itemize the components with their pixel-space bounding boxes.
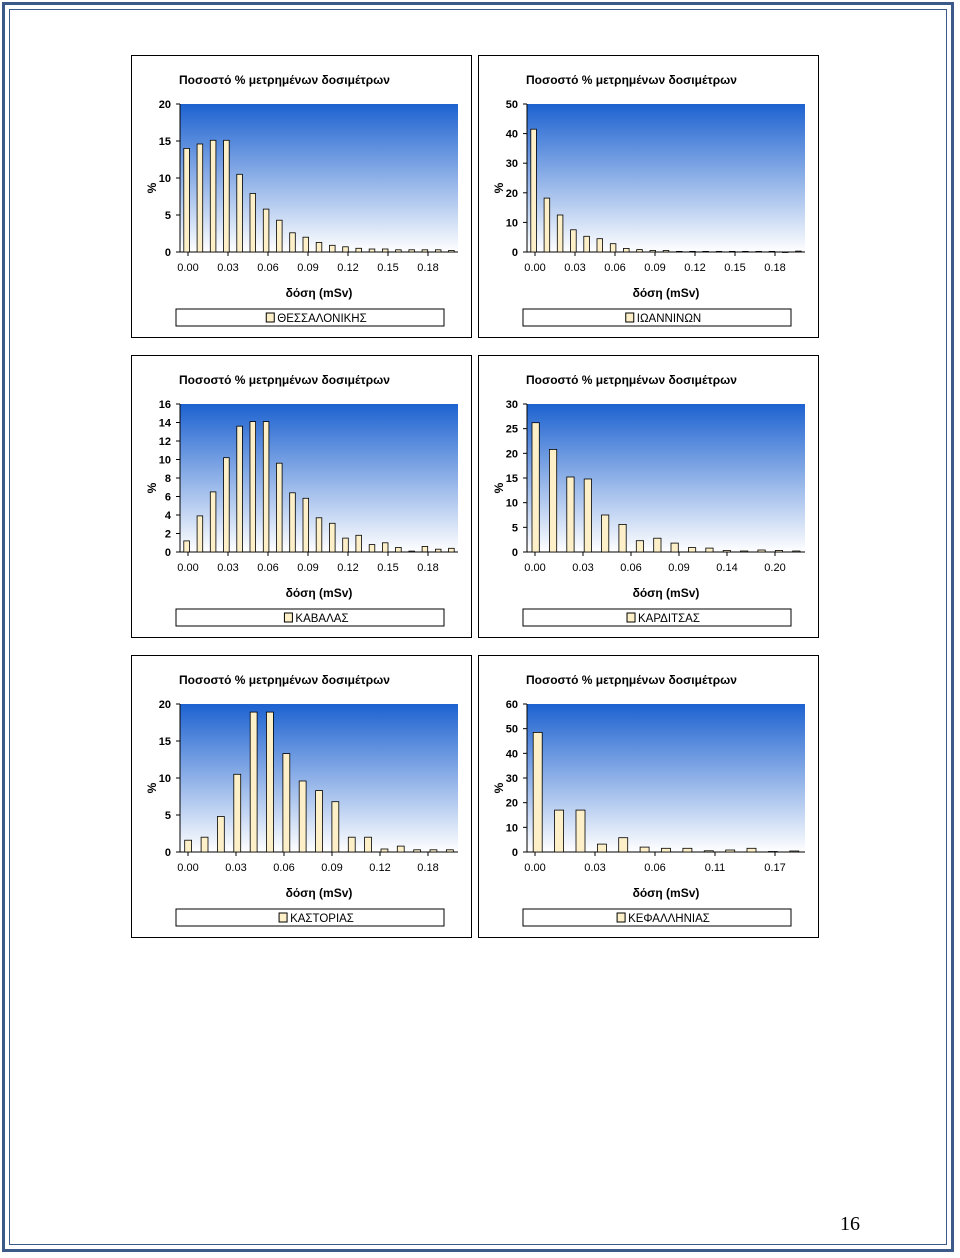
- x-tick-label: 0.03: [564, 262, 586, 274]
- chart-kavala: [131, 355, 472, 638]
- legend-swatch: [626, 313, 634, 322]
- x-axis-label: δόση (mSv): [285, 586, 353, 600]
- x-tick-label: 0.03: [225, 862, 247, 874]
- y-axis-label: %: [145, 482, 159, 494]
- bar: [449, 251, 455, 253]
- bar: [263, 209, 269, 252]
- y-tick-label: 30: [505, 399, 518, 411]
- y-axis-label: %: [145, 182, 159, 194]
- bar: [396, 250, 402, 252]
- chart-kastoria: [131, 655, 472, 938]
- x-tick-label: 0.00: [524, 562, 546, 574]
- y-tick-label: 0: [164, 847, 171, 859]
- plot-area: [180, 104, 458, 252]
- bar: [555, 810, 564, 852]
- bar: [210, 492, 216, 552]
- x-tick-label: 0.18: [417, 562, 439, 574]
- bar: [796, 251, 802, 252]
- y-tick-label: 40: [505, 748, 518, 761]
- y-tick-label: 2: [164, 528, 171, 541]
- legend-swatch: [279, 913, 287, 922]
- bar: [382, 249, 388, 252]
- y-tick-label: 10: [158, 173, 171, 185]
- bar: [409, 250, 415, 252]
- legend-swatch: [284, 613, 292, 622]
- bar: [303, 498, 309, 552]
- bar: [197, 144, 203, 252]
- x-tick-label: 0.00: [177, 862, 199, 874]
- chart-title: Ποσοστό % μετρημένων δοσιμέτρων: [526, 73, 737, 87]
- x-tick-label: 0.15: [724, 262, 746, 274]
- y-tick-label: 10: [505, 217, 518, 230]
- chart-svg: [132, 356, 473, 639]
- bar: [602, 515, 609, 552]
- x-tick-label: 0.03: [572, 562, 594, 574]
- bar: [597, 239, 603, 252]
- x-tick-label: 0.00: [524, 862, 546, 874]
- bar: [533, 732, 542, 852]
- bar: [277, 463, 283, 552]
- y-tick-label: 14: [158, 417, 171, 430]
- bar: [185, 840, 192, 852]
- bar: [531, 129, 537, 252]
- chart-ioannina: [478, 55, 819, 338]
- x-tick-label: 0.06: [257, 562, 279, 574]
- chart-svg: [479, 56, 820, 339]
- bar: [356, 535, 362, 552]
- x-tick-label: 0.18: [764, 262, 786, 274]
- bar: [654, 538, 661, 552]
- bar: [662, 848, 671, 852]
- x-tick-label: 0.11: [704, 862, 726, 874]
- bar: [316, 791, 323, 852]
- legend-swatch: [627, 613, 635, 622]
- y-tick-label: 10: [505, 497, 518, 510]
- bar: [397, 846, 404, 852]
- bar: [584, 236, 590, 252]
- legend-label: ΘΕΣΣΑΛΟΝΙΚΗΣ: [277, 313, 367, 325]
- x-tick-label: 0.18: [417, 262, 439, 274]
- bar: [250, 194, 256, 253]
- bar: [303, 237, 309, 252]
- y-tick-label: 6: [164, 491, 171, 504]
- x-tick-label: 0.15: [377, 262, 399, 274]
- y-tick-label: 15: [505, 473, 518, 485]
- x-tick-label: 0.17: [764, 862, 786, 874]
- bar: [793, 551, 800, 552]
- bar: [343, 247, 349, 252]
- bar: [677, 251, 683, 252]
- x-axis-label: δόση (mSv): [632, 586, 700, 600]
- bar: [723, 551, 730, 553]
- y-tick-label: 15: [158, 736, 171, 748]
- plot-area: [527, 704, 805, 852]
- y-tick-label: 10: [158, 454, 171, 467]
- y-axis-label: %: [145, 782, 159, 794]
- x-tick-label: 0.06: [620, 562, 642, 574]
- bar: [414, 850, 421, 852]
- bar: [637, 250, 643, 252]
- bar: [567, 477, 574, 552]
- x-tick-label: 0.18: [417, 862, 439, 874]
- legend-swatch: [266, 313, 274, 322]
- bar: [316, 242, 322, 252]
- bar: [250, 422, 256, 552]
- y-tick-label: 20: [505, 448, 518, 461]
- x-tick-label: 0.03: [584, 862, 606, 874]
- y-tick-label: 5: [164, 210, 171, 222]
- y-tick-label: 5: [164, 810, 171, 822]
- bar: [671, 543, 678, 552]
- bar: [343, 538, 349, 552]
- bar: [576, 810, 585, 852]
- x-tick-label: 0.15: [377, 562, 399, 574]
- bar: [348, 837, 355, 852]
- bar: [237, 426, 243, 552]
- y-tick-label: 15: [158, 136, 171, 148]
- bar: [365, 837, 372, 852]
- bar: [369, 249, 375, 252]
- bar: [624, 248, 630, 252]
- bar: [690, 251, 696, 252]
- bar: [663, 251, 669, 253]
- chart-svg: [479, 356, 820, 639]
- bar: [184, 541, 190, 552]
- bar: [532, 423, 539, 552]
- bar: [584, 479, 591, 552]
- bar: [775, 551, 782, 553]
- x-tick-label: 0.06: [273, 862, 295, 874]
- bar: [396, 547, 402, 552]
- bar: [290, 233, 296, 252]
- x-tick-label: 0.00: [177, 562, 199, 574]
- y-tick-label: 5: [511, 522, 518, 535]
- x-axis-label: δόση (mSv): [285, 286, 353, 300]
- bar: [435, 549, 441, 552]
- legend-label: ΚΑΒΑΛΑΣ: [295, 613, 349, 625]
- chart-svg: [132, 56, 473, 339]
- chart-title: Ποσοστό % μετρημένων δοσιμέτρων: [179, 373, 390, 387]
- legend-label: ΚΑΣΤΟΡΙΑΣ: [290, 913, 354, 925]
- bar: [197, 516, 203, 552]
- bar: [381, 849, 388, 852]
- bar: [610, 244, 616, 252]
- y-tick-label: 0: [511, 247, 518, 259]
- bar: [683, 848, 692, 852]
- x-tick-label: 0.09: [668, 562, 690, 574]
- bar: [290, 493, 296, 552]
- bar: [224, 458, 230, 552]
- x-tick-label: 0.12: [369, 862, 391, 874]
- bar: [716, 251, 722, 252]
- bar: [369, 545, 375, 552]
- bar: [277, 220, 283, 252]
- plot-area: [527, 104, 805, 252]
- bar: [769, 251, 775, 252]
- bar: [201, 837, 208, 852]
- bar: [704, 851, 713, 852]
- chart-svg: [132, 656, 473, 939]
- y-tick-label: 50: [505, 723, 518, 736]
- bar: [422, 250, 428, 252]
- x-tick-label: 0.06: [257, 262, 279, 274]
- bar: [571, 230, 577, 252]
- bar: [782, 252, 788, 253]
- bar: [743, 251, 749, 252]
- bar: [619, 524, 626, 552]
- y-tick-label: 0: [164, 547, 171, 559]
- bar: [330, 245, 336, 252]
- bar: [756, 251, 762, 252]
- bar: [544, 198, 550, 252]
- y-tick-label: 40: [505, 128, 518, 141]
- chart-title: Ποσοστό % μετρημένων δοσιμέτρων: [526, 373, 737, 387]
- bar: [726, 850, 735, 852]
- x-tick-label: 0.20: [764, 562, 786, 574]
- y-tick-label: 8: [164, 473, 171, 485]
- y-tick-label: 0: [511, 547, 518, 559]
- y-tick-label: 4: [164, 510, 171, 522]
- x-tick-label: 0.09: [644, 262, 666, 274]
- bar: [250, 712, 257, 852]
- y-tick-label: 20: [158, 99, 171, 111]
- bar: [636, 541, 643, 552]
- x-tick-label: 0.03: [217, 262, 239, 274]
- legend-swatch: [617, 913, 625, 922]
- bar: [758, 550, 765, 552]
- chart-svg: [479, 656, 820, 939]
- bar: [449, 548, 455, 552]
- bar: [356, 248, 362, 252]
- bar: [332, 802, 339, 852]
- bar: [790, 851, 799, 852]
- bar: [768, 852, 777, 853]
- chart-thessaloniki: [131, 55, 472, 338]
- y-tick-label: 20: [505, 797, 518, 810]
- bar: [688, 548, 695, 552]
- bar: [217, 817, 224, 853]
- bar: [741, 551, 748, 552]
- y-tick-label: 16: [158, 399, 171, 411]
- x-tick-label: 0.12: [337, 262, 359, 274]
- y-tick-label: 20: [505, 187, 518, 200]
- chart-title: Ποσοστό % μετρημένων δοσιμέτρων: [179, 73, 390, 87]
- bar: [263, 422, 269, 552]
- bar: [316, 518, 322, 552]
- y-tick-label: 50: [505, 99, 518, 111]
- bar: [409, 551, 415, 552]
- y-tick-label: 10: [505, 822, 518, 835]
- x-tick-label: 0.06: [604, 262, 626, 274]
- y-tick-label: 10: [158, 773, 171, 785]
- x-tick-label: 0.03: [217, 562, 239, 574]
- y-axis-label: %: [492, 482, 506, 494]
- y-tick-label: 30: [505, 158, 518, 171]
- y-axis-label: %: [492, 182, 506, 194]
- bar: [640, 847, 649, 852]
- y-tick-label: 12: [158, 436, 171, 448]
- bar: [597, 844, 606, 852]
- bar: [224, 140, 230, 252]
- bar: [382, 543, 388, 552]
- bar: [706, 548, 713, 552]
- bar: [299, 781, 306, 852]
- x-tick-label: 0.14: [716, 562, 738, 574]
- bar: [619, 838, 628, 852]
- y-tick-label: 30: [505, 773, 518, 785]
- x-axis-label: δόση (mSv): [632, 886, 700, 900]
- bar: [650, 251, 656, 253]
- y-tick-label: 0: [511, 847, 518, 859]
- x-tick-label: 0.12: [337, 562, 359, 574]
- chart-title: Ποσοστό % μετρημένων δοσιμέτρων: [179, 673, 390, 687]
- x-axis-label: δόση (mSv): [285, 886, 353, 900]
- x-tick-label: 0.06: [644, 862, 666, 874]
- legend-label: ΚΕΦΑΛΛΗΝΙΑΣ: [628, 913, 710, 925]
- bar: [283, 754, 290, 852]
- y-tick-label: 25: [505, 423, 518, 436]
- bar: [267, 712, 274, 852]
- bar: [422, 546, 428, 552]
- y-tick-label: 0: [164, 247, 171, 259]
- bar: [237, 174, 243, 252]
- chart-title: Ποσοστό % μετρημένων δοσιμέτρων: [526, 673, 737, 687]
- bar: [435, 250, 441, 252]
- bar: [703, 251, 709, 252]
- x-tick-label: 0.00: [524, 262, 546, 274]
- x-axis-label: δόση (mSv): [632, 286, 700, 300]
- page-number: 16: [840, 1213, 860, 1235]
- chart-karditsa: [478, 355, 819, 638]
- y-axis-label: %: [492, 782, 506, 794]
- y-tick-label: 60: [505, 699, 518, 711]
- y-tick-label: 20: [158, 699, 171, 711]
- legend-label: ΙΩΑΝΝΙΝΩΝ: [636, 313, 702, 325]
- bar: [549, 449, 556, 552]
- x-tick-label: 0.00: [177, 262, 199, 274]
- bar: [430, 850, 437, 852]
- bar: [747, 848, 756, 852]
- x-tick-label: 0.09: [297, 562, 319, 574]
- x-tick-label: 0.09: [297, 262, 319, 274]
- bar: [330, 523, 336, 552]
- bar: [184, 148, 190, 252]
- bar: [729, 251, 735, 252]
- x-tick-label: 0.12: [684, 262, 706, 274]
- chart-kefallinia: [478, 655, 819, 938]
- bar: [234, 774, 241, 852]
- bar: [557, 215, 563, 252]
- x-tick-label: 0.09: [321, 862, 343, 874]
- legend-label: ΚΑΡΔΙΤΣΑΣ: [638, 613, 700, 625]
- bar: [210, 140, 216, 252]
- bar: [446, 850, 453, 852]
